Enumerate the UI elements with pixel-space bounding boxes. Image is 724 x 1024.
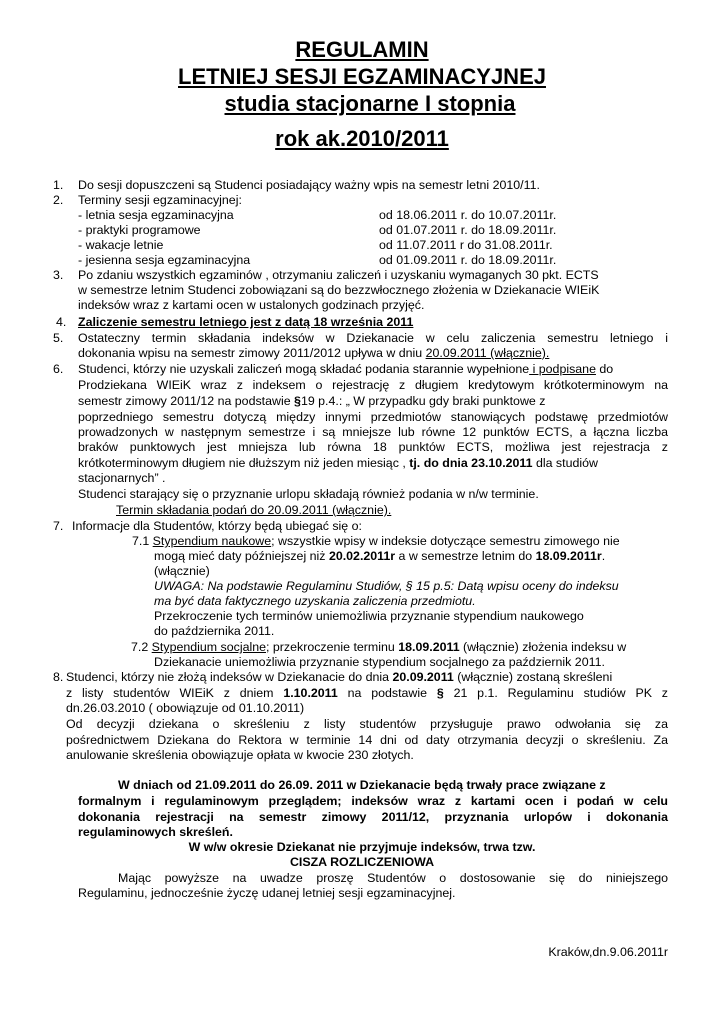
schedule-label: - letnia sesja egzaminacyjna <box>78 208 234 222</box>
item-6-line: krótkoterminowym długiem nie dłuższym niż jeden miesiąc , tj. do dnia 23.10.2011 dla studiów <box>78 456 598 470</box>
item-8-line: anulowanie skreślenia obowiązuje opłata w kwocie 230 złotych. <box>66 748 414 762</box>
item-4-text: Zaliczenie semestru letniego jest z datą 18 września 2011 <box>78 315 414 329</box>
item-number: 2. <box>53 193 64 207</box>
item-6-line: semestr zimowy 2011/12 na podstawie §19 p.4.: „ W przypadku gdy braki punktowe z <box>78 394 546 408</box>
subitem-7-2-line: Dziekanacie uniemożliwia przyznanie stypendium socjalnego za październik 2011. <box>154 655 605 669</box>
notice-line: dokonania rejestracji na semestr zimowy 2011/12, przyznania urlopów i dokonania <box>78 810 668 824</box>
notice-line: W w/w okresie Dziekanat nie przyjmuje indeksów, trwa tzw. <box>188 840 536 854</box>
schedule-label: - praktyki programowe <box>78 223 201 237</box>
notice-line: regulaminowych skreśleń. <box>78 825 233 839</box>
item-6-line: prowadzonych w następnym semestrze i są mniejsze lub równe 12 punktów ECTS, a łączna liczba <box>78 425 668 439</box>
notice-line: W dniach od 21.09.2011 do 26.09. 2011 w Dziekanacie będą trwały prace związane z <box>118 778 606 792</box>
item-1-text: Do sesji dopuszczeni są Studenci posiadający ważny wpis na semestr letni 2010/11. <box>78 178 540 192</box>
item-5-line: Ostateczny termin składania indeksów w Dziekanacie w celu zaliczenia semestru letniego i <box>78 331 668 345</box>
item-number: 7. <box>53 519 64 533</box>
item-6-line: Studenci, którzy nie uzyskali zaliczeń mogą składać podania starannie wypełnione i podpisane do <box>78 362 614 376</box>
item-number: 1. <box>53 178 64 192</box>
item-6-line: stacjonarnych” . <box>78 471 166 485</box>
item-2-text: Terminy sesji egzaminacyjnej: <box>78 193 242 207</box>
item-3-line: w semestrze letnim Studenci zobowiązani są do bezzwłocznego złożenia w Dziekanacie WIEiK <box>78 283 600 297</box>
doc-title-3: studia stacjonarne I stopnia <box>224 91 516 116</box>
item-number: 3. <box>53 268 64 282</box>
item-6-line: braków punktowych jest mniejsza lub równa 18 punktów ECTS, możliwa jest rejestracja z <box>78 440 668 454</box>
item-6-line: Studenci starający się o przyznanie urlopu składają również podania w n/w terminie. <box>78 487 539 501</box>
item-6-line: Prodziekana WIEiK wraz z indeksem o rejestrację z długiem kredytowym krótkoterminowym na <box>78 378 668 392</box>
subitem-7-1-line: do października 2011. <box>154 624 275 638</box>
subitem-7-1-line: mogą mieć daty późniejszej niż 20.02.2011r a w semestrze letnim do 18.09.2011r. <box>154 549 606 563</box>
subitem-7-1-line: 7.1 Stypendium naukowe; wszystkie wpisy w indeksie dotyczące semestru zimowego nie <box>132 534 620 548</box>
subitem-7-1-line: (włącznie) <box>154 564 210 578</box>
item-number: 6. <box>53 362 64 376</box>
subitem-7-2-line: 7.2 Stypendium socjalne; przekroczenie terminu 18.09.2011 (włącznie) złożenia indeksu w <box>131 640 627 654</box>
warning-note: UWAGA: Na podstawie Regulaminu Studiów, § 15 p.5: Datą wpisu oceny do indeksu <box>154 579 619 593</box>
item-8-line: Studenci, którzy nie złożą indeksów w Dziekanacie do dnia 20.09.2011 (włącznie) zostaną skreśleni <box>66 670 613 684</box>
closing-line: Mając powyższe na uwadze proszę Studentów o dostosowanie się do niniejszego <box>118 871 668 885</box>
item-number: 5. <box>53 331 64 345</box>
item-number: 4. <box>56 315 67 329</box>
subitem-7-1-line: Przekroczenie tych terminów uniemożliwia przyznanie stypendium naukowego <box>154 609 584 623</box>
doc-title-1: REGULAMIN <box>295 37 429 62</box>
item-3-line: indeksów wraz z kartami ocen w ustalonych godzinach przyjęć. <box>78 298 425 312</box>
doc-title-2: LETNIEJ SESJI EGZAMINACYJNEJ <box>178 64 546 89</box>
item-number: 8. <box>53 670 64 684</box>
deadline-note: Termin składania podań do 20.09.2011 (włącznie). <box>116 503 392 517</box>
notice-heading: CISZA ROZLICZENIOWA <box>289 855 435 869</box>
schedule-dates: od 01.09.2011 r. do 18.09.2011r. <box>379 253 557 267</box>
item-8-line: dn.26.03.2010 ( obowiązuje od 01.10.2011) <box>66 701 305 715</box>
item-6-line: poprzedniego semestru dotyczą między innymi przedmiotów stanowiących podstawę przedmiotów <box>78 410 668 424</box>
item-7-text: Informacje dla Studentów, którzy będą ubiegać się o: <box>72 519 362 533</box>
item-8-line: z listy studentów WIEiK z dniem 1.10.2011 na podstawie § 21 p.1. Regulaminu studiów PK z <box>66 686 669 700</box>
warning-note: ma być data faktycznego uzyskania zaliczenia przedmiotu. <box>154 594 476 608</box>
schedule-dates: od 01.07.2011 r. do 18.09.2011r. <box>379 223 557 237</box>
item-8-line: pośrednictwem Dziekana do Rektora w terminie 14 dni od daty otrzymania decyzji o skreśleniu. Za <box>66 733 668 747</box>
schedule-label: - jesienna sesja egzaminacyjna <box>78 253 251 267</box>
schedule-label: - wakacje letnie <box>78 238 164 252</box>
doc-title-4: rok ak.2010/2011 <box>275 126 449 151</box>
item-5-line: dokonania wpisu na semestr zimowy 2011/2012 upływa w dniu 20.09.2011 (włącznie). <box>78 346 550 360</box>
place-date: Kraków,dn.9.06.2011r <box>548 945 668 959</box>
item-8-line: Od decyzji dziekana o skreśleniu z listy studentów przysługuje prawo odwołania się za <box>66 717 668 731</box>
item-3-line: Po zdaniu wszystkich egzaminów , otrzymaniu zaliczeń i uzyskaniu wymaganych 30 pkt. ECTS <box>78 268 599 282</box>
closing-line: Regulaminu, jednocześnie życzę udanej letniej sesji egzaminacyjnej. <box>78 886 456 900</box>
schedule-dates: od 18.06.2011 r. do 10.07.2011r. <box>379 208 557 222</box>
notice-line: formalnym i regulaminowym przeglądem; indeksów wraz z kartami ocen i podań w celu <box>78 794 668 808</box>
schedule-dates: od 11.07.2011 r do 31.08.2011r. <box>379 238 553 252</box>
